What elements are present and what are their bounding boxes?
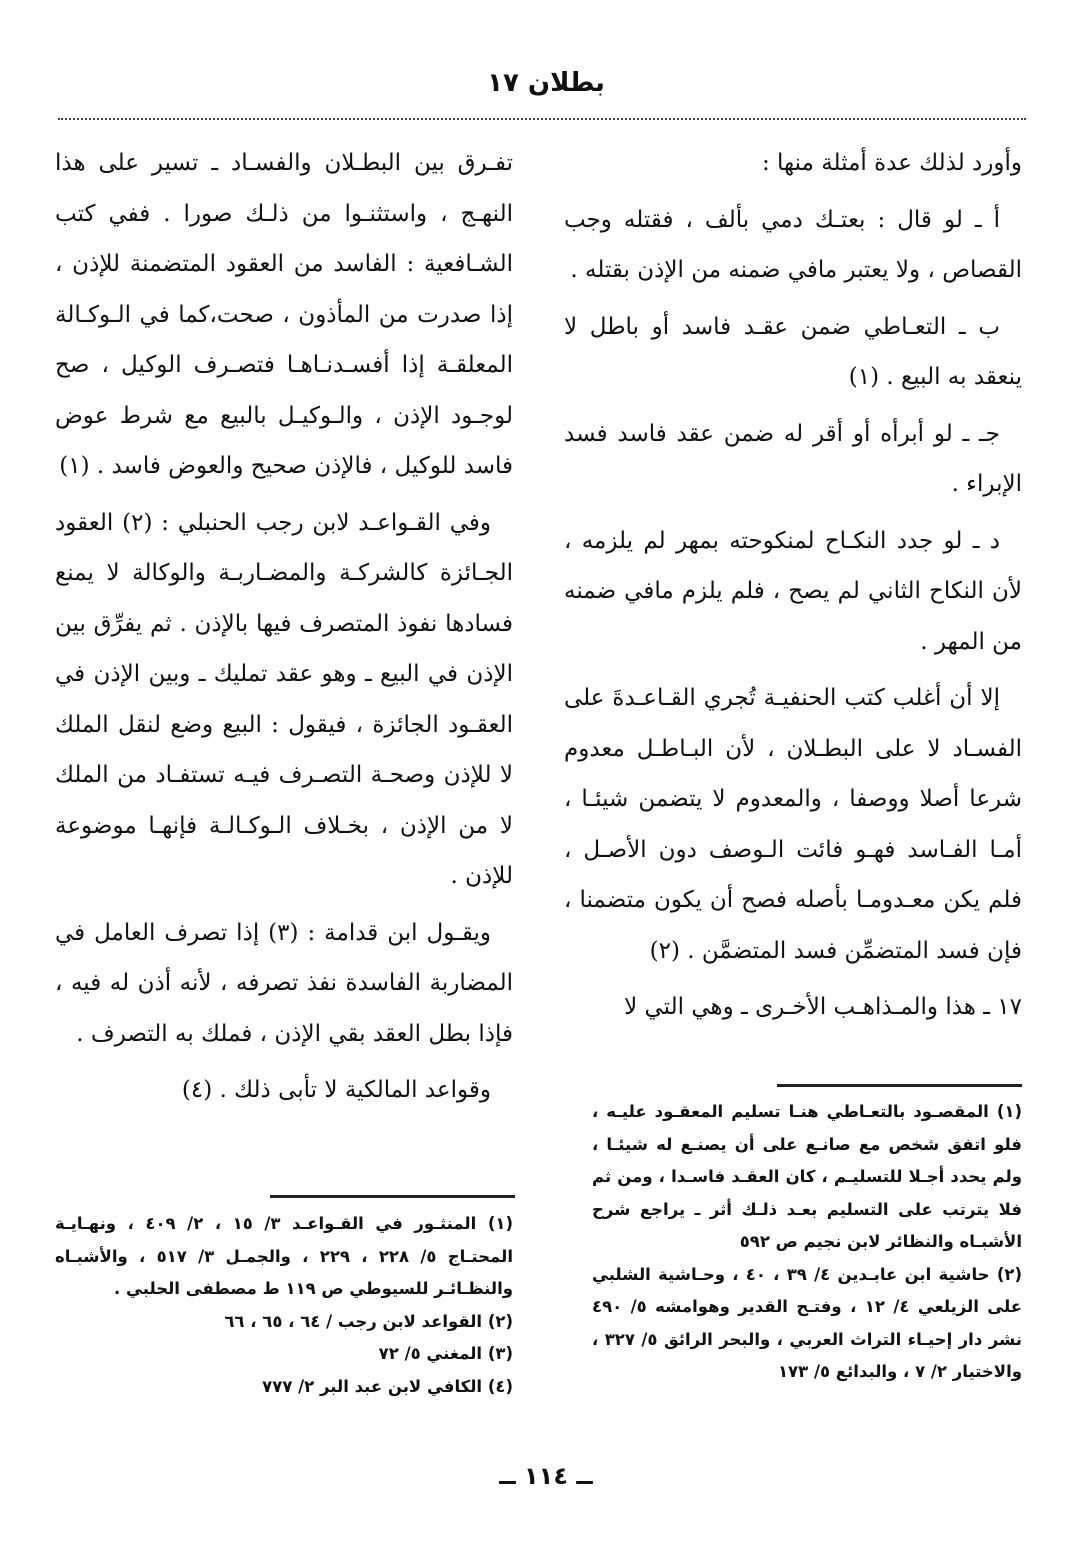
footnote: (٤) الكافي لابن عبد البر ٢/ ٧٧٧ (262, 1376, 513, 1396)
paragraph: تفـرق بين البطـلان والفسـاد ـ تسير على هذا النهـج ، واستثنـوا من ذلـك صورا . ففي كتب الشـافعية : الفاسد من العقود المتضمنة للإذن ، إذا صدرت من المأذون ، صحت،كما في الـوكـالة المعلقـة إذا أفسـدنـاهـا فتصـرف الوكيل ، صح لوجـود الإذن ، والـوكيـل بالبيع مع شرط عوض فاسد للوكيل ، فالإذن صحيح والعوض فاسد . (١) (55, 150, 513, 479)
paragraph: وفي القـواعـد لابن رجب الحنبلي : (٢) العقود الجـائزة كالشركـة والمضـاربـة والوكالة لا يمنع فسادها نفوذ المتصرف فيها بالإذن . ثم يفرِّق بين الإذن في البيع ـ وهو عقد تمليك ـ وبين الإذن في العقـود الجائزة ، فيقول : البيع وضع لنقل الملك لا للإذن وصحـة التصـرف فيـه تستفـاد من الملك لا من الإذن ، بخـلاف الـوكـالـة فإنهـا موضوعة للإذن . (55, 509, 513, 889)
page-number: ــ ١١٤ ــ (499, 1462, 593, 1490)
paragraph: وأورد لذلك عدة أمثلة منها : (761, 150, 1022, 176)
right-footnotes (592, 1096, 1022, 1389)
footnote: (١) المقصـود بالتعـاطي هنـا تسليم المعقـود عليـه ، فلو اتفق شخص مع صانـع على أن يصنـع له شيئـا ، ولم يحدد أجـلا للتسليـم ، كان العقـد فاسـدا ، ومن ثم فلا يترتب على التسليم بعـد ذلـك أثر ـ يراجع شرح الأشبـاه والنظائر لابن نجيم ص ٥٩٢ (592, 1102, 1022, 1251)
paragraph: وقواعد المالكية لا تأبى ذلك . (٤) (181, 1077, 491, 1103)
paragraph: د ـ لو جدد النكـاح لمنكوحته بمهر لم يلزمه ، لأن النكاح الثاني لم يصح ، فلم يلزم مافي ضمنه من المهر . (564, 527, 1022, 655)
running-header: بطلان ١٧ (487, 68, 605, 98)
paragraph: جـ ـ لو أبرأه أو أقر له ضمن عقد فاسد فسد الإبراء . (564, 420, 1022, 497)
footnote: (٣) المغني ٥/ ٧٢ (378, 1344, 513, 1363)
paragraph: إلا أن أغلب كتب الحنفيـة تُجري القـاعـدةَ على الفسـاد لا على البطـلان ، لأن البـاطـل معدوم شرعا أصلا ووصفا ، والمعدوم لا يتضمن شيئـا ، أمـا الفـاسد فهـو فائت الـوصف دون الأصـل ، فلم يكن معـدومـا بأصله فصح أن يكون متضمنا ، فإن فسد المتضمِّن فسد المتضمَّن . (٢) (564, 685, 1022, 964)
paragraph: أ ـ لو قال : بعتـك دمي بألف ، فقتله وجب القصاص ، ولا يعتبر مافي ضمنه من الإذن بقتله . (564, 206, 1022, 283)
left-column (55, 138, 513, 1122)
right-column (564, 138, 1022, 1039)
footnote-divider (777, 1084, 1022, 1087)
paragraph: ويقـول ابن قدامة : (٣) إذا تصرف العامل في المضاربة الفاسدة نفذ تصرفه ، لأنه أذن له فيه ، فإذا بطل العقد بقي الإذن ، فملك به التصرف . (55, 919, 513, 1047)
paragraph: ب ـ التعـاطي ضمن عقـد فاسد أو باطل لا ينعقد به البيع . (١) (564, 313, 1022, 390)
footnote: (٢) القواعد لابن رجب / ٦٤ ، ٦٥ ، ٦٦ (224, 1311, 513, 1331)
left-footnotes (55, 1208, 513, 1403)
paragraph: ١٧ ـ هذا والمـذاهـب الأخـرى ـ وهي التي لا (624, 994, 1022, 1020)
footnote: (١) المنثـور في القـواعـد ٣/ ١٥ ، ٢/ ٤٠٩ ، ونهـايـة المحتـاج ٥/ ٢٢٨ ، ٢٢٩ ، والجمـل ٣/ ٥١٧ ، والأشبـاه والنظـائـر للسيوطي ص ١١٩ ط مصطفى الحلبي . (55, 1214, 513, 1298)
footnote-divider (270, 1195, 515, 1198)
header-divider (58, 118, 1026, 120)
footnote: (٢) حاشية ابن عابـدين ٤/ ٣٩ ، ٤٠ ، وحـاشية الشلبي على الزيلعي ٤/ ١٢ ، وفتـح القدير وهوامشه ٥/ ٤٩٠ نشر دار إحيـاء التراث العربي ، والبحر الرائق ٥/ ٣٢٧ ، والاختيار ٢/ ٧ ، والبدائع ٥/ ١٧٣ (592, 1264, 1022, 1381)
